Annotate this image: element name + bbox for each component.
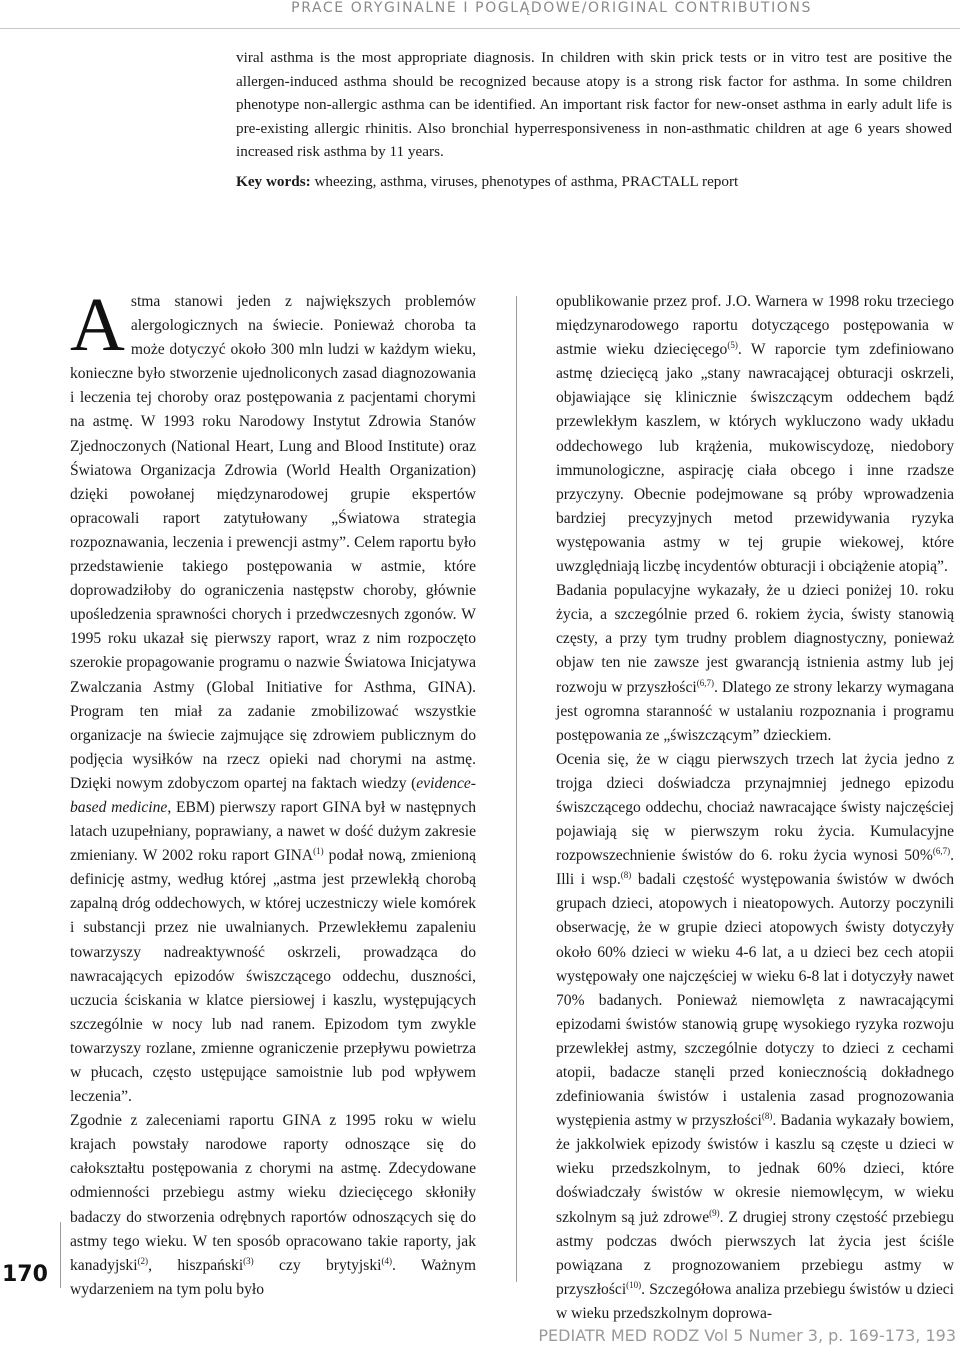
text-run: badali częstość występowania świstów w dwóch grupach dzieci, atopowych i nieatopowych. Autorzy poczynili obserwację, że w grupie dzieci atopowych świsty dotyczyły około 60% dzieci w wieku 4-6 lat, a u dzieci bez cech atopii występowały one najczęściej w wieku 6-8 lat i dotyczyły nawet 70% badanych. Ponieważ niemowlęta z nawracającymi epizodami świstów stanowią grupę wysokiego ryzyka rozwoju przewlekłej astmy, szczególnie dotyczy to dzieci z cechami atopii, badacze stanęli przed koniecznością dokładnego zdefiniowania świstów i ustalenia zasad prognozowania występienia astmy w przyszłości <box>556 871 954 1130</box>
header-rule <box>0 28 960 29</box>
citation-ref: (3) <box>243 1255 254 1266</box>
journal-citation: PEDIATR MED RODZ Vol 5 Numer 3, p. 169-173, 193 <box>538 1326 956 1345</box>
right-paragraph-1 <box>556 290 954 579</box>
drop-cap: A <box>70 283 125 367</box>
page-number-rule <box>60 1222 61 1288</box>
left-column <box>70 283 477 1302</box>
right-paragraph-2 <box>556 579 954 748</box>
citation-ref: (5) <box>727 340 738 351</box>
running-title: PRACE ORYGINALNE I POGLĄDOWE/ORIGINAL CONTRIBUTIONS <box>291 0 812 16</box>
citation-ref: (4) <box>381 1255 392 1266</box>
text-run: . Ważnym wydarzeniem na tym polu było <box>70 1256 476 1298</box>
citation-ref: (8) <box>761 1111 773 1122</box>
keywords-text: wheezing, asthma, viruses, phenotypes of asthma, PRACTALL report <box>314 173 739 190</box>
right-paragraph-3 <box>556 748 954 1326</box>
text-run: stma stanowi jeden z największych problemów alergologicznych na świecie. Ponieważ choroba ta może dotyczyć około 300 mln ludzi w każdym wieku, konieczne było stworzenie ujednoliconych zasad diagnozowania i leczenia tej choroby oraz postępowania z pacjentami chorymi na astmę. W 1993 roku Narodowy Instytut Zdrowia Stanów Zjednoczonych (National Heart, Lung and Blood Institute) oraz Światowa Organizacja Zdrowia (World Health Organization) dzięki powołanej międzynarodowej grupie ekspertów opracowali raport zatytułowany „Światowa strategia rozpoznawania, leczenia i prewencji astmy”. Celem raportu było przedstawienie takiego postępowania w astmie, które doprowadziłoby do ograniczenia następstw choroby, głównie upośledzenia sprawności chorych i przedwczesnych zgonów. W 1995 roku ukazał się pierwszy raport, wraz z nim rozpoczęto szerokie propagowanie programu o nazwie Światowa Inicjatywa Zwalczania Astmy (Global Initiative for Asthma, GINA). Program ten miał za zadanie zmobilizować wszystkie organizacje na świecie zajmujące się zdrowiem publicznym do podjęcia wysiłków na rzecz opieki nad chorymi na astmę. Dzięki nowym zdobyczom opartej na faktach wiedzy ( <box>70 293 476 792</box>
keywords <box>236 170 952 194</box>
text-run: . Illi i wsp. <box>556 847 954 889</box>
text-run: , EBM) pierwszy raport GINA był w następnych latach uzupełniany, poprawiany, a nawet w dość dużym zakresie zmieniany. W 2002 roku raport GINA <box>70 798 477 865</box>
citation-ref: (9) <box>709 1207 720 1218</box>
citation-ref: (10) <box>626 1279 642 1290</box>
text-run: . Dlatego ze strony lekarzy wymagana jest ogromna staranność w ustalaniu rozpoznania i programu postępowania ze „świszczącym” dzieckiem. <box>556 678 954 744</box>
citation-ref: (2) <box>137 1255 149 1266</box>
text-run: . Szczegółowa analiza przebiegu świstów u dzieci w wieku przedszkolnym doprowa- <box>556 1280 954 1322</box>
emphasis-run: evidence-based medicine <box>70 774 476 816</box>
right-column <box>556 290 954 1326</box>
column-divider <box>516 296 517 1282</box>
text-run: Ocenia się, że w ciągu pierwszych trzech lat życia jedno z trojga dzieci doświadcza przynajmniej jednego epizodu świszczącego oddechu, chociaż nawracające świsty najczęściej pojawiają się w pierwszym roku życia. Kumulacyjne rozpowszechnienie świstów do 6. roku życia wynosi 50% <box>556 750 954 865</box>
text-run: Badania populacyjne wykazały, że u dzieci poniżej 10. roku życia, a szczególnie przed 6. rokiem życia, świsty stanowią częsty, a przy tym trudny problem diagnostyczny, ponieważ objaw ten nie zawsze jest gwarancją istnienia astmy lub jej rozwoju w przyszłości <box>556 582 954 696</box>
text-run: Zgodnie z zaleceniami raportu GINA z 1995 roku w wielu krajach powstały narodowe raporty odnoszące się do całokształtu postępowania z chorymi na astmę. Zdecydowane odmienności przebiegu astmy wieku dziecięcego skłoniły badaczy do stworzenia odrębnych raportów odnoszących się do astmy tego wieku. W ten sposób opracowano takie raporty, jak kanadyjski <box>70 1112 476 1274</box>
keywords-label: Key words: <box>236 173 311 190</box>
citation-ref: (6,7) <box>696 677 714 688</box>
abstract <box>236 46 952 164</box>
text-run: . W raporcie tym zdefiniowano astmę dziecięcą jako „stany nawracającej obturacji oskrzeli, objawiające się klinicznie świszczącym oddechem bądź przewlekłym kaszlem, w których wykluczono wady układu oddechowego lub krążenia, mukowiscydozę, niedobory immunologiczne, aspirację ciała obcego i inne rzadsze przyczyny. Obecnie podejmowane są próby wprowadzenia bardziej precyzyjnych metod przewidywania ryzyka występowania astmy w tej grupie wiekowej, które uwzględniają liczbę incydentów obturacji i obciążenie atopią”. <box>556 341 954 576</box>
text-run: , hiszpański <box>148 1256 244 1274</box>
citation-ref: (1) <box>313 846 324 857</box>
page-number: 170 <box>2 1262 48 1287</box>
text-run: opublikowanie przez prof. J.O. Warnera w 1998 roku trzeciego międzynarodowego raportu dotyczącego postępowania w astmie wieku dziecięcego <box>556 293 954 359</box>
left-paragraph-2 <box>70 1109 476 1302</box>
text-run: czy brytyjski <box>253 1256 382 1274</box>
citation-ref: (6,7) <box>932 846 951 857</box>
abstract-text: viral asthma is the most appropriate diagnosis. In children with skin prick tests or in vitro test are positive the allergen-induced asthma should be recognized because atopy is a strong risk factor for asthma. In some children phenotype non-allergic asthma can be identified. An important risk factor for new-onset asthma in early adult life is pre-existing allergic rhinitis. Also bronchial hyperresponsiveness in non-asthmatic children at age 6 years showed increased risk asthma by 11 years. <box>236 49 952 161</box>
text-run: podał nową, zmienioną definicję astmy, według której „astma jest przewlekłą chorobą zapalną dróg oddechowych, w której uczestniczy wiele komórek i substancji przez nie uwalnianych. Przewlekłemu zapaleniu towarzyszy nadreaktywność oskrzeli, prowadząca do nawracających epizodów świszczącego oddechu, duszności, uczucia ściskania w klatce piersiowej i kaszlu, występujących szczególnie w nocy lub nad ranem. Epizodom tym zwykle towarzyszy rozlane, zmienne ograniczenie przepływu powietrza w płucach, często ustępujące samoistnie lub pod wpływem leczenia”. <box>70 847 477 1106</box>
text-run: . Z drugiej strony częstość przebiegu astmy podczas dwóch pierwszych lat życia jest ściśle powiązana z prognozowaniem przebiegu astmy w przyszłości <box>556 1208 955 1298</box>
left-paragraph-1 <box>70 283 477 1109</box>
text-run: . Badania wykazały bowiem, że jakkolwiek epizody świstów i kaszlu są częste u dzieci w wieku przedszkolnym, to jednak 60% dzieci, które doświadczały świstów w okresie niemowlęcym, w wieku szkolnym są już zdrowe <box>556 1112 954 1226</box>
citation-ref: (8) <box>620 870 632 881</box>
